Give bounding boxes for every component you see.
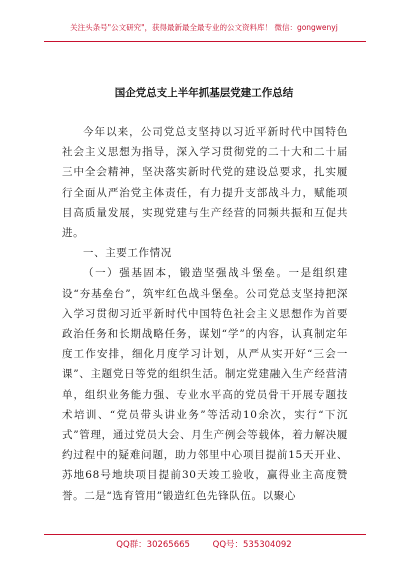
document-title: 国企党总支上半年抓基层党建工作总结	[114, 87, 294, 99]
footer-contact	[0, 538, 408, 550]
footer-divider	[44, 534, 366, 535]
section-heading: 一、主要工作情况	[83, 247, 172, 260]
footer-qq-group: QQ群：30265665	[116, 540, 190, 550]
paragraph-intro: 今年以来，公司党总支坚持以习近平新时代中国特色社会主义思想为指导，深入学习贯彻党的二十大和二十届三中全会精神，坚决落实新时代党的建设总要求，扎实履行全面从严治党主体责任，有力提升支部战斗力，赋能项目高质量发展，实现党建与生产经营的同频共振和互促共进。	[62, 126, 348, 240]
header-divider	[44, 41, 366, 42]
document-body	[62, 122, 348, 506]
footer-qq-number: QQ号：535304092	[212, 540, 292, 550]
header-notice: 关注头条号"公文研究"，获得最新最全最专业的公文资料库！ 微信：gongwenyj	[70, 23, 338, 32]
paragraph-section-one: （一）强基固本，锻造坚强战斗堡垒。一是组织建设“夯基垒台”，筑牢红色战斗堡垒。公司党总支坚持把深入学习贯彻习近平新时代中国特色社会主义思想作为首要政治任务和长期战略任务，谋划“学”的内容，认真制定年度工作安排，细化月度学习计划，从严从实开好“三会一课”、主题党日等党的组织生活。制定党建融入生产经营清单，组织业务能力强、专业水平高的党员骨干开展专题技术培训、“党员带头讲业务”等活动10余次，实行“下沉式”管理，通过党员大会、月生产例会等载体，着力解决履约过程中的疑难问题，助力邻里中心项目提前15天开业、苏地68号地块项目提前30天竣工验收，赢得业主高度赞誉。二是“选育管用”锻造红色先锋队伍。以聚心	[62, 267, 348, 502]
